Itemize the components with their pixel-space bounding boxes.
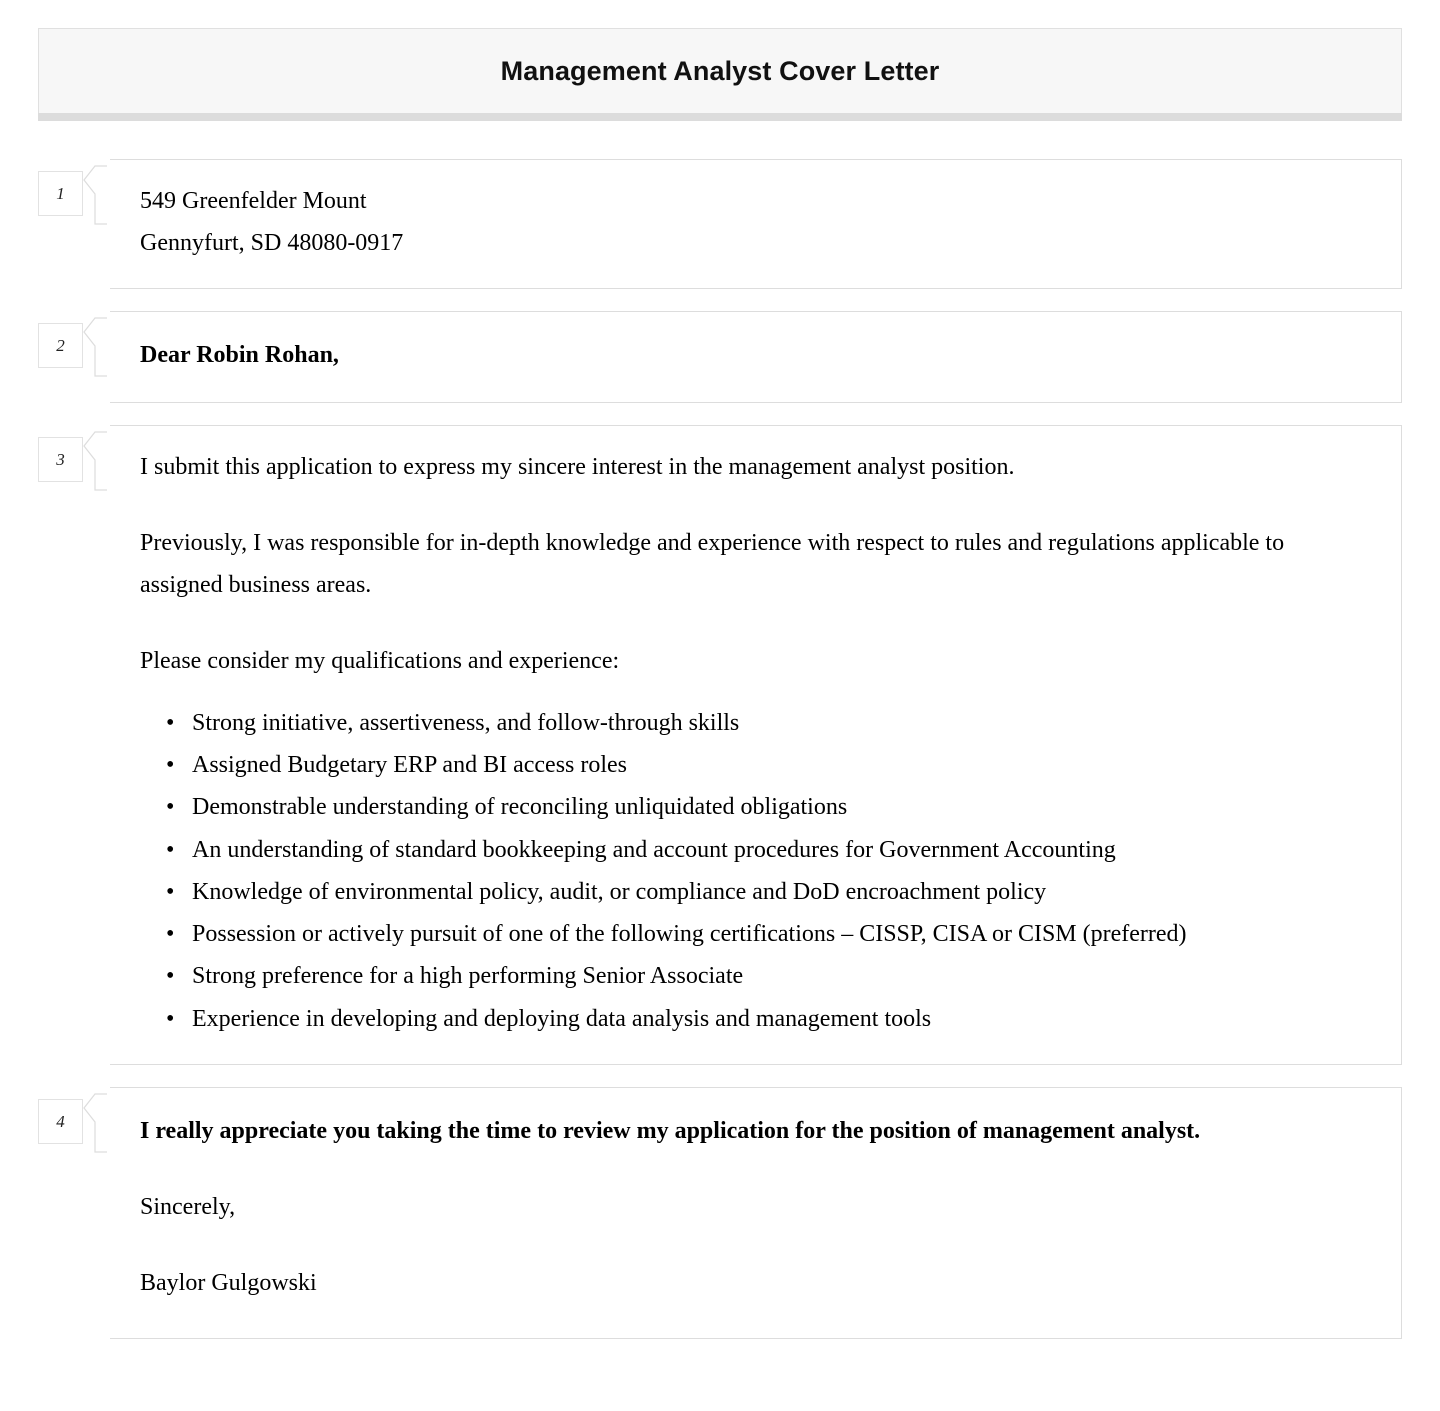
block-number-badge[interactable]: 4 — [38, 1099, 83, 1144]
block-number-badge[interactable]: 1 — [38, 171, 83, 216]
closing-text — [140, 1110, 1371, 1304]
body-paragraph: Please consider my qualifications and experience: — [140, 648, 620, 674]
page-title: Management Analyst Cover Letter — [500, 55, 940, 86]
list-item: • Assigned Budgetary ERP and BI access roles — [192, 744, 1371, 786]
list-item: • An understanding of standard bookkeeping and account procedures for Government Accounting — [192, 829, 1371, 871]
callout-notch-icon — [83, 165, 111, 225]
list-item: • Experience in developing and deploying data analysis and management tools — [192, 998, 1371, 1040]
block-panel — [110, 1087, 1402, 1339]
list-item: • Knowledge of environmental policy, audit, or compliance and DoD encroachment policy — [192, 871, 1371, 913]
document-header-area — [0, 0, 1440, 121]
letter-block-closing — [38, 1087, 1402, 1339]
callout-notch-icon — [83, 1093, 111, 1153]
signature-name: Baylor Gulgowski — [140, 1269, 317, 1296]
letter-blocks — [0, 121, 1440, 1379]
address-line-2: Gennyfurt, SD 48080-0917 — [140, 230, 404, 256]
qualifications-list — [140, 702, 1371, 1040]
block-panel — [110, 159, 1402, 289]
letter-block-body — [38, 425, 1402, 1065]
callout-notch-icon — [83, 317, 111, 377]
salutation-text — [140, 334, 1371, 376]
signoff: Sincerely, — [140, 1193, 236, 1220]
address-text — [140, 180, 1371, 264]
block-number-badge[interactable]: 3 — [38, 437, 83, 482]
letter-block-salutation — [38, 311, 1402, 403]
body-text — [140, 446, 1371, 1040]
block-panel — [110, 311, 1402, 403]
list-item: • Possession or actively pursuit of one of the following certifications – CISSP, CISA or CISM (preferred) — [192, 913, 1371, 955]
callout-notch-icon — [83, 431, 111, 491]
list-item: • Demonstrable understanding of reconciling unliquidated obligations — [192, 786, 1371, 828]
list-item: • Strong initiative, assertiveness, and follow-through skills — [192, 702, 1371, 744]
body-paragraph: Previously, I was responsible for in-depth knowledge and experience with respect to rules and regulations applicable to assigned business areas. — [140, 530, 1285, 598]
header-divider — [38, 113, 1402, 121]
address-line-1: 549 Greenfelder Mount — [140, 188, 367, 214]
closing-statement: I really appreciate you taking the time to review my application for the position of management analyst. — [140, 1117, 1201, 1144]
salutation-line: Dear Robin Rohan, — [140, 342, 339, 368]
block-number-badge[interactable]: 2 — [38, 323, 83, 368]
block-panel — [110, 425, 1402, 1065]
document-header — [38, 28, 1402, 113]
letter-block-address — [38, 159, 1402, 289]
body-paragraph: I submit this application to express my sincere interest in the management analyst position. — [140, 454, 1015, 480]
list-item: • Strong preference for a high performing Senior Associate — [192, 955, 1371, 997]
